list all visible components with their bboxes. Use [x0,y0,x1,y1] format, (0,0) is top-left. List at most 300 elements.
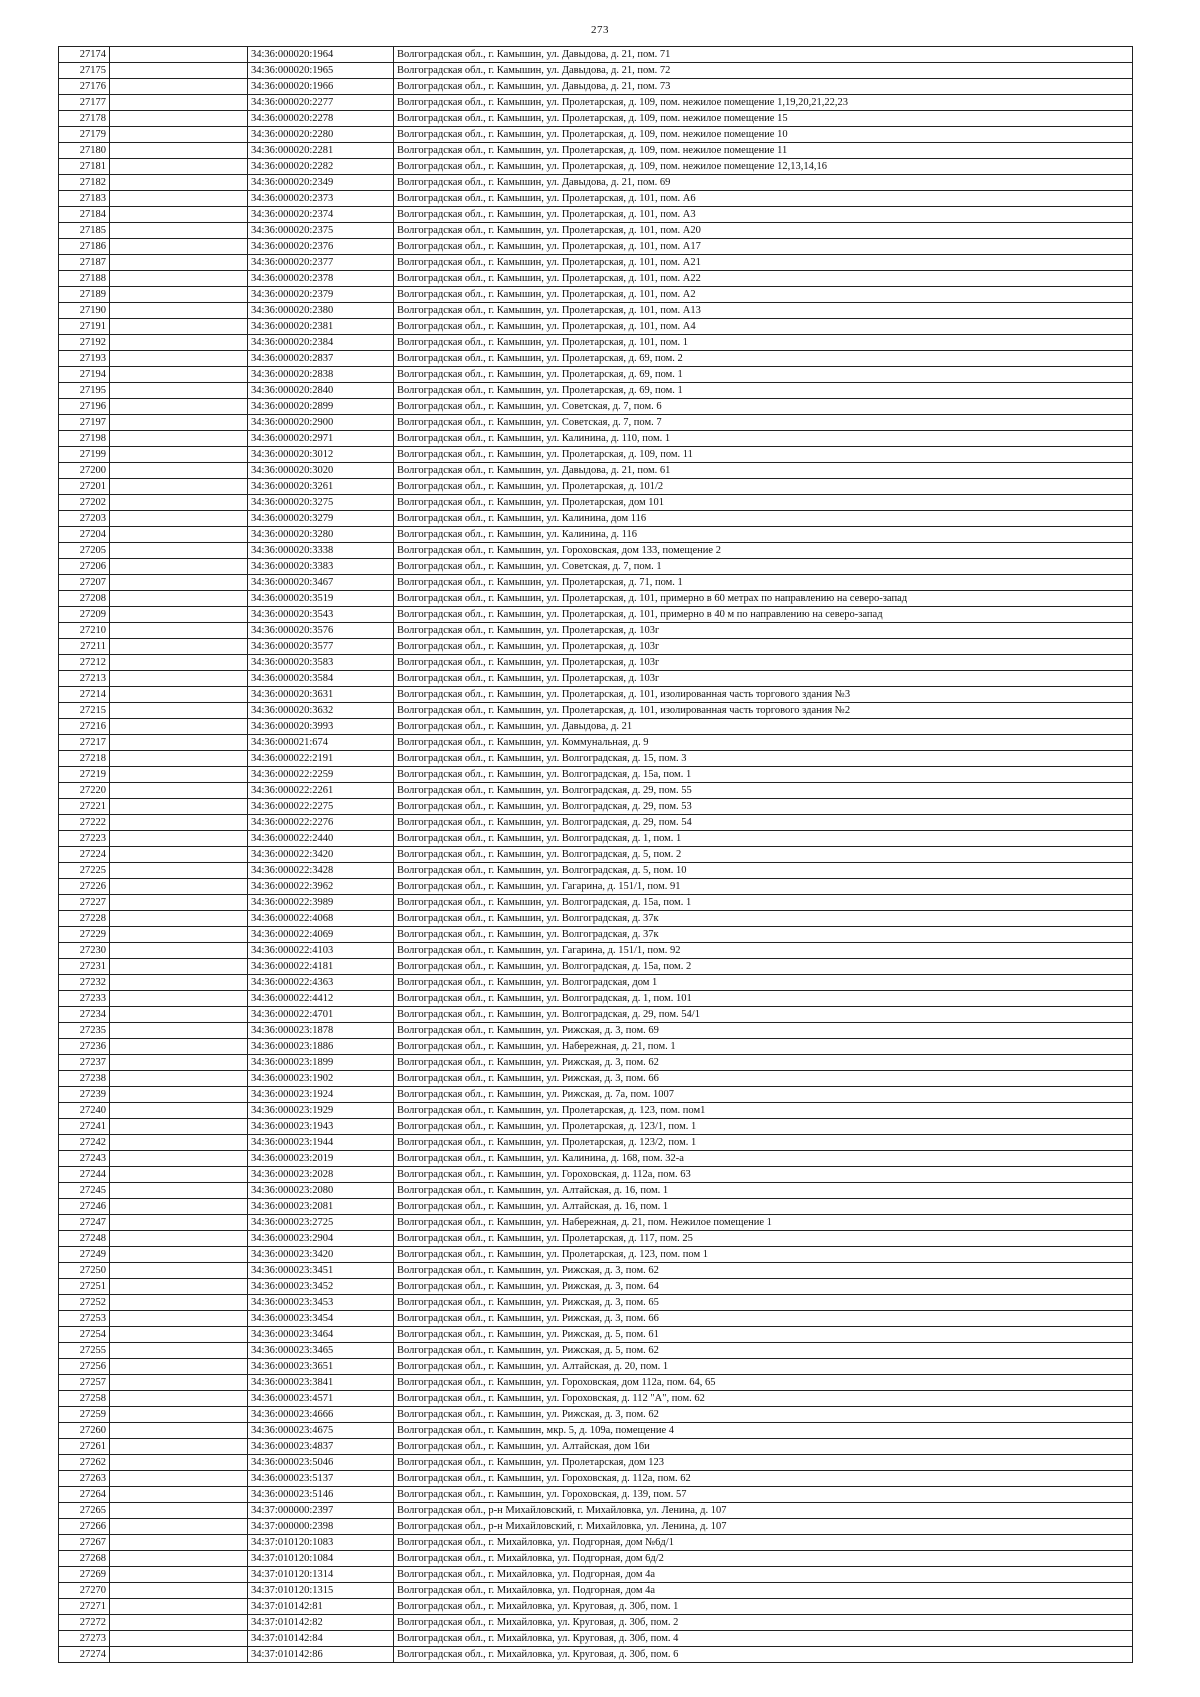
cadastral-number-cell: 34:36:000020:1965 [248,63,394,79]
row-number-cell: 27200 [59,463,110,479]
empty-cell [110,991,248,1007]
cadastral-number-cell: 34:36:000020:3279 [248,511,394,527]
row-number-cell: 27214 [59,687,110,703]
cadastral-number-cell: 34:36:000020:3583 [248,655,394,671]
table-row [59,127,1133,143]
table-row [59,191,1133,207]
empty-cell [110,1183,248,1199]
row-number-cell: 27204 [59,527,110,543]
cadastral-number-cell: 34:36:000020:3275 [248,495,394,511]
table-row [59,879,1133,895]
cadastral-number-cell: 34:36:000020:3261 [248,479,394,495]
empty-cell [110,255,248,271]
address-cell: Волгоградская обл., г. Камышин, ул. Волгоградская, д. 37к [394,927,1133,943]
row-number-cell: 27174 [59,47,110,63]
cadastral-number-cell: 34:36:000023:1943 [248,1119,394,1135]
row-number-cell: 27269 [59,1567,110,1583]
cadastral-number-cell: 34:36:000020:1966 [248,79,394,95]
empty-cell [110,1567,248,1583]
row-number-cell: 27211 [59,639,110,655]
cadastral-number-cell: 34:36:000023:4666 [248,1407,394,1423]
address-cell: Волгоградская обл., г. Камышин, ул. Пролетарская, д. 109, пом. нежилое помещение 12,13,14,16 [394,159,1133,175]
empty-cell [110,911,248,927]
empty-cell [110,383,248,399]
table-row [59,831,1133,847]
row-number-cell: 27221 [59,799,110,815]
empty-cell [110,863,248,879]
empty-cell [110,1007,248,1023]
cadastral-number-cell: 34:36:000020:3576 [248,623,394,639]
empty-cell [110,1279,248,1295]
row-number-cell: 27246 [59,1199,110,1215]
cadastral-number-cell: 34:36:000023:5046 [248,1455,394,1471]
empty-cell [110,1135,248,1151]
table-row [59,943,1133,959]
empty-cell [110,319,248,335]
address-cell: Волгоградская обл., г. Камышин, ул. Волгоградская, д. 29, пом. 55 [394,783,1133,799]
empty-cell [110,47,248,63]
empty-cell [110,879,248,895]
cadastral-number-cell: 34:36:000023:2028 [248,1167,394,1183]
address-cell: Волгоградская обл., г. Камышин, ул. Пролетарская, д. 103г [394,623,1133,639]
table-row [59,287,1133,303]
address-cell: Волгоградская обл., г. Камышин, ул. Рижская, д. 7а, пом. 1007 [394,1087,1133,1103]
table-row [59,383,1133,399]
cadastral-number-cell: 34:36:000020:3519 [248,591,394,607]
address-cell: Волгоградская обл., г. Камышин, ул. Советская, д. 7, пом. 1 [394,559,1133,575]
address-cell: Волгоградская обл., г. Камышин, ул. Рижская, д. 3, пом. 65 [394,1295,1133,1311]
row-number-cell: 27222 [59,815,110,831]
cadastral-number-cell: 34:37:010142:84 [248,1631,394,1647]
cadastral-number-cell: 34:36:000020:2838 [248,367,394,383]
cadastral-number-cell: 34:36:000022:2261 [248,783,394,799]
empty-cell [110,1215,248,1231]
address-cell: Волгоградская обл., г. Камышин, ул. Пролетарская, д. 103г [394,655,1133,671]
row-number-cell: 27229 [59,927,110,943]
address-cell: Волгоградская обл., г. Михайловка, ул. Круговая, д. 30б, пом. 4 [394,1631,1133,1647]
row-number-cell: 27184 [59,207,110,223]
address-cell: Волгоградская обл., г. Камышин, ул. Рижская, д. 3, пом. 62 [394,1263,1133,1279]
row-number-cell: 27187 [59,255,110,271]
address-cell: Волгоградская обл., г. Камышин, ул. Пролетарская, д. 109, пом. нежилое помещение 10 [394,127,1133,143]
table-row [59,1503,1133,1519]
empty-cell [110,1455,248,1471]
table-row [59,47,1133,63]
cadastral-number-cell: 34:36:000020:2375 [248,223,394,239]
row-number-cell: 27188 [59,271,110,287]
address-cell: Волгоградская обл., г. Камышин, ул. Пролетарская, д. 69, пом. 2 [394,351,1133,367]
empty-cell [110,1071,248,1087]
empty-cell [110,1263,248,1279]
empty-cell [110,159,248,175]
address-cell: Волгоградская обл., г. Камышин, ул. Волгоградская, д. 37к [394,911,1133,927]
row-number-cell: 27272 [59,1615,110,1631]
row-number-cell: 27181 [59,159,110,175]
empty-cell [110,191,248,207]
row-number-cell: 27216 [59,719,110,735]
cadastral-number-cell: 34:36:000022:3420 [248,847,394,863]
table-row [59,1231,1133,1247]
table-row [59,463,1133,479]
row-number-cell: 27179 [59,127,110,143]
cadastral-number-cell: 34:36:000022:4701 [248,1007,394,1023]
row-number-cell: 27241 [59,1119,110,1135]
table-row [59,751,1133,767]
cadastral-number-cell: 34:36:000023:4675 [248,1423,394,1439]
row-number-cell: 27238 [59,1071,110,1087]
table-row [59,335,1133,351]
table-row [59,1343,1133,1359]
table-row [59,1407,1133,1423]
empty-cell [110,1423,248,1439]
row-number-cell: 27267 [59,1535,110,1551]
empty-cell [110,767,248,783]
empty-cell [110,655,248,671]
address-cell: Волгоградская обл., г. Камышин, ул. Гороховская, дом 133, помещение 2 [394,543,1133,559]
cadastral-number-cell: 34:36:000022:4103 [248,943,394,959]
address-cell: Волгоградская обл., г. Камышин, ул. Волгоградская, д. 15, пом. 3 [394,751,1133,767]
address-cell: Волгоградская обл., г. Камышин, ул. Волгоградская, д. 15а, пом. 2 [394,959,1133,975]
cadastral-number-cell: 34:36:000022:4069 [248,927,394,943]
row-number-cell: 27205 [59,543,110,559]
row-number-cell: 27218 [59,751,110,767]
row-number-cell: 27268 [59,1551,110,1567]
table-row [59,895,1133,911]
table-row [59,319,1133,335]
table-row [59,111,1133,127]
row-number-cell: 27243 [59,1151,110,1167]
cadastral-number-cell: 34:36:000020:2381 [248,319,394,335]
address-cell: Волгоградская обл., г. Камышин, ул. Гагарина, д. 151/1, пом. 91 [394,879,1133,895]
cadastral-number-cell: 34:36:000020:2374 [248,207,394,223]
cadastral-number-cell: 34:36:000020:2277 [248,95,394,111]
empty-cell [110,1487,248,1503]
address-cell: Волгоградская обл., г. Камышин, ул. Пролетарская, д. 109, пом. нежилое помещение 11 [394,143,1133,159]
address-cell: Волгоградская обл., г. Камышин, ул. Пролетарская, д. 109, пом. нежилое помещение 15 [394,111,1133,127]
cadastral-number-cell: 34:37:010120:1315 [248,1583,394,1599]
address-cell: Волгоградская обл., г. Камышин, ул. Пролетарская, дом 123 [394,1455,1133,1471]
empty-cell [110,111,248,127]
row-number-cell: 27185 [59,223,110,239]
table-row [59,527,1133,543]
address-cell: Волгоградская обл., г. Камышин, ул. Рижская, д. 3, пом. 64 [394,1279,1133,1295]
empty-cell [110,543,248,559]
row-number-cell: 27230 [59,943,110,959]
empty-cell [110,959,248,975]
cadastral-number-cell: 34:37:010142:86 [248,1647,394,1663]
empty-cell [110,175,248,191]
address-cell: Волгоградская обл., р-н Михайловский, г. Михайловка, ул. Ленина, д. 107 [394,1503,1133,1519]
address-cell: Волгоградская обл., г. Камышин, ул. Пролетарская, д. 101, изолированная часть торгового здания №2 [394,703,1133,719]
address-cell: Волгоградская обл., г. Михайловка, ул. Подгорная, дом 6д/2 [394,1551,1133,1567]
row-number-cell: 27175 [59,63,110,79]
row-number-cell: 27192 [59,335,110,351]
table-row [59,559,1133,575]
empty-cell [110,511,248,527]
address-cell: Волгоградская обл., г. Камышин, ул. Волгоградская, дом 1 [394,975,1133,991]
row-number-cell: 27259 [59,1407,110,1423]
empty-cell [110,591,248,607]
table-row [59,655,1133,671]
row-number-cell: 27242 [59,1135,110,1151]
cadastral-number-cell: 34:37:010142:82 [248,1615,394,1631]
address-cell: Волгоградская обл., г. Камышин, ул. Пролетарская, д. 101, пом. А17 [394,239,1133,255]
row-number-cell: 27254 [59,1327,110,1343]
row-number-cell: 27178 [59,111,110,127]
table-row [59,415,1133,431]
row-number-cell: 27197 [59,415,110,431]
row-number-cell: 27245 [59,1183,110,1199]
row-number-cell: 27180 [59,143,110,159]
row-number-cell: 27260 [59,1423,110,1439]
empty-cell [110,1231,248,1247]
address-cell: Волгоградская обл., г. Камышин, ул. Пролетарская, д. 123, пом. пом1 [394,1103,1133,1119]
table-row [59,1311,1133,1327]
empty-cell [110,351,248,367]
table-row [59,1375,1133,1391]
table-row [59,1631,1133,1647]
cadastral-number-cell: 34:36:000023:3451 [248,1263,394,1279]
address-cell: Волгоградская обл., г. Камышин, ул. Пролетарская, д. 69, пом. 1 [394,383,1133,399]
address-cell: Волгоградская обл., г. Камышин, ул. Алтайская, д. 16, пом. 1 [394,1183,1133,1199]
table-row [59,1199,1133,1215]
address-cell: Волгоградская обл., г. Камышин, ул. Давыдова, д. 21, пом. 72 [394,63,1133,79]
row-number-cell: 27263 [59,1471,110,1487]
address-cell: Волгоградская обл., г. Михайловка, ул. Подгорная, дом 4а [394,1567,1133,1583]
row-number-cell: 27193 [59,351,110,367]
address-cell: Волгоградская обл., р-н Михайловский, г. Михайловка, ул. Ленина, д. 107 [394,1519,1133,1535]
cadastral-number-cell: 34:36:000023:1944 [248,1135,394,1151]
table-row [59,1247,1133,1263]
row-number-cell: 27194 [59,367,110,383]
cadastral-number-cell: 34:36:000022:3962 [248,879,394,895]
row-number-cell: 27252 [59,1295,110,1311]
row-number-cell: 27210 [59,623,110,639]
empty-cell [110,415,248,431]
address-cell: Волгоградская обл., г. Камышин, ул. Пролетарская, д. 123/1, пом. 1 [394,1119,1133,1135]
empty-cell [110,719,248,735]
empty-cell [110,623,248,639]
table-row [59,671,1133,687]
table-row [59,863,1133,879]
empty-cell [110,1535,248,1551]
empty-cell [110,943,248,959]
cadastral-number-cell: 34:36:000022:2275 [248,799,394,815]
table-row [59,447,1133,463]
address-cell: Волгоградская обл., г. Камышин, ул. Гороховская, д. 139, пом. 57 [394,1487,1133,1503]
row-number-cell: 27244 [59,1167,110,1183]
empty-cell [110,447,248,463]
empty-cell [110,463,248,479]
table-row [59,847,1133,863]
empty-cell [110,1103,248,1119]
empty-cell [110,223,248,239]
table-row [59,1279,1133,1295]
row-number-cell: 27273 [59,1631,110,1647]
row-number-cell: 27213 [59,671,110,687]
empty-cell [110,1327,248,1343]
address-cell: Волгоградская обл., г. Михайловка, ул. Подгорная, дом 4а [394,1583,1133,1599]
cadastral-number-cell: 34:36:000020:2349 [248,175,394,191]
empty-cell [110,1119,248,1135]
row-number-cell: 27253 [59,1311,110,1327]
row-number-cell: 27235 [59,1023,110,1039]
table-row [59,1487,1133,1503]
table-row [59,911,1133,927]
row-number-cell: 27209 [59,607,110,623]
empty-cell [110,1615,248,1631]
table-row [59,399,1133,415]
cadastral-number-cell: 34:36:000020:3383 [248,559,394,575]
cadastral-number-cell: 34:37:010120:1314 [248,1567,394,1583]
empty-cell [110,1247,248,1263]
cadastral-number-cell: 34:36:000020:2837 [248,351,394,367]
table-row [59,351,1133,367]
table-row [59,1167,1133,1183]
cadastral-number-cell: 34:36:000020:3584 [248,671,394,687]
empty-cell [110,495,248,511]
empty-cell [110,1503,248,1519]
address-cell: Волгоградская обл., г. Камышин, ул. Гороховская, дом 112а, пом. 64, 65 [394,1375,1133,1391]
cadastral-number-cell: 34:36:000022:4412 [248,991,394,1007]
empty-cell [110,735,248,751]
empty-cell [110,847,248,863]
cadastral-number-cell: 34:36:000020:2900 [248,415,394,431]
cadastral-number-cell: 34:36:000020:2373 [248,191,394,207]
empty-cell [110,207,248,223]
cadastral-number-cell: 34:36:000023:5137 [248,1471,394,1487]
row-number-cell: 27217 [59,735,110,751]
table-row [59,1135,1133,1151]
empty-cell [110,1055,248,1071]
address-cell: Волгоградская обл., г. Камышин, ул. Волгоградская, д. 1, пом. 101 [394,991,1133,1007]
address-cell: Волгоградская обл., г. Камышин, ул. Волгоградская, д. 1, пом. 1 [394,831,1133,847]
row-number-cell: 27257 [59,1375,110,1391]
address-cell: Волгоградская обл., г. Камышин, ул. Давыдова, д. 21, пом. 69 [394,175,1133,191]
address-cell: Волгоградская обл., г. Камышин, ул. Пролетарская, д. 71, пом. 1 [394,575,1133,591]
table-row [59,239,1133,255]
empty-cell [110,527,248,543]
table-row [59,1119,1133,1135]
cadastral-number-cell: 34:36:000022:3428 [248,863,394,879]
empty-cell [110,783,248,799]
table-row [59,1055,1133,1071]
row-number-cell: 27240 [59,1103,110,1119]
cadastral-number-cell: 34:36:000020:3577 [248,639,394,655]
address-cell: Волгоградская обл., г. Камышин, ул. Волгоградская, д. 5, пом. 2 [394,847,1133,863]
empty-cell [110,1295,248,1311]
table-row [59,639,1133,655]
row-number-cell: 27186 [59,239,110,255]
address-cell: Волгоградская обл., г. Камышин, ул. Волгоградская, д. 29, пом. 54/1 [394,1007,1133,1023]
empty-cell [110,703,248,719]
row-number-cell: 27234 [59,1007,110,1023]
row-number-cell: 27228 [59,911,110,927]
cadastral-number-cell: 34:36:000023:3464 [248,1327,394,1343]
cadastral-number-cell: 34:36:000023:2080 [248,1183,394,1199]
cadastral-number-cell: 34:36:000020:2278 [248,111,394,127]
empty-cell [110,1311,248,1327]
table-row [59,1327,1133,1343]
cadastral-number-cell: 34:36:000023:1924 [248,1087,394,1103]
address-cell: Волгоградская обл., г. Камышин, ул. Пролетарская, д. 109, пом. нежилое помещение 1,19,20,21,22,23 [394,95,1133,111]
row-number-cell: 27212 [59,655,110,671]
table-row [59,783,1133,799]
address-cell: Волгоградская обл., г. Камышин, ул. Пролетарская, д. 123, пом. пом 1 [394,1247,1133,1263]
table-row [59,1183,1133,1199]
cadastral-number-cell: 34:36:000020:3631 [248,687,394,703]
cadastral-number-cell: 34:36:000023:1878 [248,1023,394,1039]
row-number-cell: 27232 [59,975,110,991]
cadastral-number-cell: 34:36:000020:2379 [248,287,394,303]
table-row [59,1023,1133,1039]
cadastral-number-cell: 34:36:000023:2019 [248,1151,394,1167]
empty-cell [110,1087,248,1103]
table-row [59,1215,1133,1231]
cadastral-number-cell: 34:36:000020:3020 [248,463,394,479]
row-number-cell: 27266 [59,1519,110,1535]
row-number-cell: 27199 [59,447,110,463]
row-number-cell: 27231 [59,959,110,975]
address-cell: Волгоградская обл., г. Камышин, ул. Пролетарская, д. 101, пом. А21 [394,255,1133,271]
table-row [59,1599,1133,1615]
address-cell: Волгоградская обл., г. Камышин, ул. Рижская, д. 3, пом. 62 [394,1407,1133,1423]
table-row [59,703,1133,719]
address-cell: Волгоградская обл., г. Камышин, ул. Пролетарская, д. 101, пом. А22 [394,271,1133,287]
empty-cell [110,239,248,255]
cadastral-number-cell: 34:36:000022:4363 [248,975,394,991]
cadastral-number-cell: 34:36:000020:2377 [248,255,394,271]
cadastral-number-cell: 34:36:000023:2904 [248,1231,394,1247]
table-row [59,623,1133,639]
address-cell: Волгоградская обл., г. Камышин, ул. Гороховская, д. 112 "А", пом. 62 [394,1391,1133,1407]
address-cell: Волгоградская обл., г. Михайловка, ул. Круговая, д. 30б, пом. 2 [394,1615,1133,1631]
empty-cell [110,1391,248,1407]
address-cell: Волгоградская обл., г. Михайловка, ул. Круговая, д. 30б, пом. 1 [394,1599,1133,1615]
table-row [59,1567,1133,1583]
address-cell: Волгоградская обл., г. Камышин, ул. Пролетарская, дом 101 [394,495,1133,511]
row-number-cell: 27198 [59,431,110,447]
table-row [59,1439,1133,1455]
row-number-cell: 27262 [59,1455,110,1471]
cadastral-number-cell: 34:36:000023:4837 [248,1439,394,1455]
address-cell: Волгоградская обл., г. Камышин, ул. Калинина, д. 168, пом. 32-а [394,1151,1133,1167]
row-number-cell: 27215 [59,703,110,719]
cadastral-number-cell: 34:36:000020:3012 [248,447,394,463]
row-number-cell: 27225 [59,863,110,879]
cadastral-number-cell: 34:36:000020:2280 [248,127,394,143]
empty-cell [110,63,248,79]
address-cell: Волгоградская обл., г. Михайловка, ул. Круговая, д. 30б, пом. 6 [394,1647,1133,1663]
address-cell: Волгоградская обл., г. Камышин, ул. Калинина, дом 116 [394,511,1133,527]
address-cell: Волгоградская обл., г. Камышин, ул. Гагарина, д. 151/1, пом. 92 [394,943,1133,959]
row-number-cell: 27236 [59,1039,110,1055]
empty-cell [110,687,248,703]
cadastral-number-cell: 34:36:000020:3280 [248,527,394,543]
cadastral-number-cell: 34:36:000022:2191 [248,751,394,767]
table-row [59,543,1133,559]
empty-cell [110,335,248,351]
address-cell: Волгоградская обл., г. Камышин, ул. Набережная, д. 21, пом. Нежилое помещение 1 [394,1215,1133,1231]
cadastral-number-cell: 34:36:000020:3338 [248,543,394,559]
row-number-cell: 27226 [59,879,110,895]
table-row [59,991,1133,1007]
table-row [59,735,1133,751]
cadastral-number-cell: 34:37:000000:2398 [248,1519,394,1535]
table-row [59,271,1133,287]
table-row [59,1535,1133,1551]
cadastral-number-cell: 34:37:000000:2397 [248,1503,394,1519]
